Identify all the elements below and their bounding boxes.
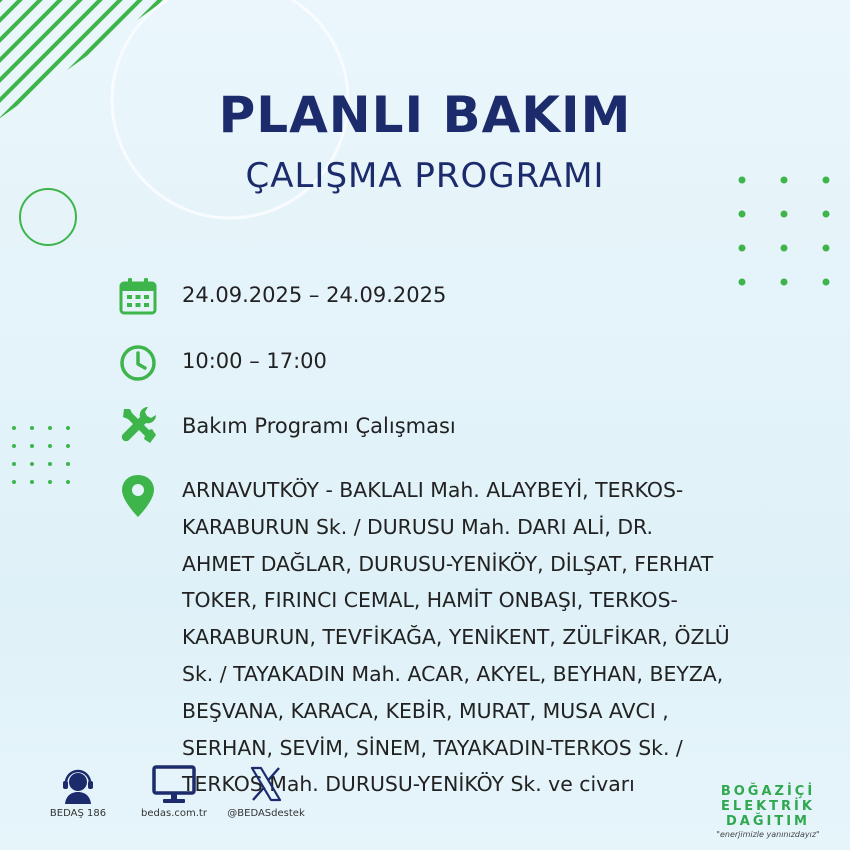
web-label: bedas.com.tr <box>141 808 207 819</box>
brand-line-2: ELEKTRİK <box>721 799 815 814</box>
phone-label: BEDAŞ 186 <box>49 808 107 819</box>
page-title: PLANLI BAKIM <box>218 86 632 144</box>
brand-slogan: "enerjimizle yanınızdayız" <box>716 830 820 839</box>
clock-icon <box>118 343 158 383</box>
calendar-icon <box>118 276 158 316</box>
brand-line-3: DAĞITIM <box>725 814 810 829</box>
footer-social[interactable] <box>218 764 314 819</box>
date-range: 24.09.2025 – 24.09.2025 <box>182 283 447 307</box>
location-pin-icon <box>118 473 158 519</box>
time-range: 10:00 – 17:00 <box>182 349 327 373</box>
footer-phone[interactable] <box>36 764 120 819</box>
brand-logo <box>708 784 828 839</box>
work-type: Bakım Programı Çalışması <box>182 414 456 438</box>
address-text: ARNAVUTKÖY - BAKLALI Mah. ALAYBEYİ, TERKOS- KARABURUN Sk. / DURUSU Mah. DARI ALİ, DR. AHMET DAĞLAR, DURUSU-YENİKÖY, DİLŞAT, FERHAT TOKER, FIRINCI CEMAL, HAMİT ONBAŞI, TERKOS- KARABURUN, TEVFİKAĞA, YENİKENT, ZÜLFİKAR, ÖZLÜ Sk. / TAYAKADIN Mah. ACAR, AKYEL, BEYHAN, BEYZA, BEŞVANA, KARACA, KEBİR, MURAT, MUSA AVCI , SERHAN, SEVİM, SİNEM, TAYAKADIN-TERKOS Sk. / TERKOS Mah. DURUSU-YENİKÖY Sk. ve civarı <box>182 478 730 797</box>
page-subtitle: ÇALIŞMA PROGRAMI <box>245 156 605 196</box>
x-logo-icon <box>246 764 286 804</box>
social-label: @BEDASdestek <box>227 808 305 819</box>
decorative-dot-grid-left <box>8 420 78 490</box>
monitor-icon <box>151 764 197 804</box>
footer-website[interactable] <box>126 764 222 819</box>
brand-line-1: BOĞAZİÇİ <box>720 784 816 799</box>
tools-icon <box>118 405 158 445</box>
headset-icon <box>58 764 98 804</box>
